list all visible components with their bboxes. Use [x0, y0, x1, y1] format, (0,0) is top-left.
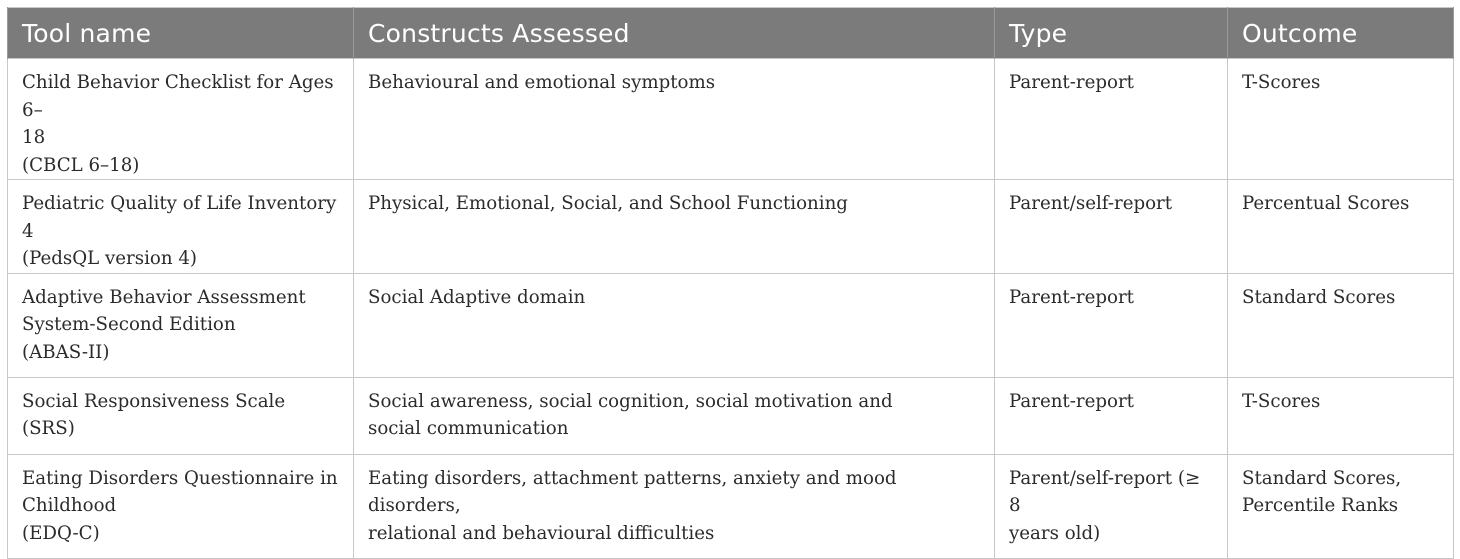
- cell-outcome: T-Scores: [1228, 377, 1454, 454]
- cell-tool-name: Child Behavior Checklist for Ages 6– 18 (CBCL 6–18): [8, 59, 354, 180]
- cell-outcome: Percentual Scores: [1228, 180, 1454, 274]
- cell-tool-name: Adaptive Behavior Assessment System-Second Edition (ABAS-II): [8, 273, 354, 377]
- cell-constructs: Social Adaptive domain: [354, 273, 995, 377]
- table-body: [8, 59, 1454, 559]
- header-row: [8, 8, 1454, 59]
- table-row: [8, 454, 1454, 558]
- cell-tool-name: Social Responsiveness Scale (SRS): [8, 377, 354, 454]
- table-row: [8, 59, 1454, 180]
- cell-outcome: T-Scores: [1228, 59, 1454, 180]
- cell-type: Parent/self-report: [995, 180, 1228, 274]
- header-type: Type: [995, 8, 1228, 59]
- header-constructs-assessed: Constructs Assessed: [354, 8, 995, 59]
- assessment-tools-table-container: [7, 7, 1453, 559]
- cell-outcome: Standard Scores: [1228, 273, 1454, 377]
- cell-type: Parent/self-report (≥ 8 years old): [995, 454, 1228, 558]
- table-row: [8, 377, 1454, 454]
- cell-outcome: Standard Scores, Percentile Ranks: [1228, 454, 1454, 558]
- header-outcome: Outcome: [1228, 8, 1454, 59]
- cell-constructs: Physical, Emotional, Social, and School Functioning: [354, 180, 995, 274]
- table-row: [8, 273, 1454, 377]
- cell-type: Parent-report: [995, 377, 1228, 454]
- table-row: [8, 180, 1454, 274]
- cell-type: Parent-report: [995, 273, 1228, 377]
- header-tool-name: Tool name: [8, 8, 354, 59]
- cell-constructs: Eating disorders, attachment patterns, anxiety and mood disorders, relational and behavioural difficulties: [354, 454, 995, 558]
- cell-tool-name: Eating Disorders Questionnaire in Childhood (EDQ-C): [8, 454, 354, 558]
- cell-type: Parent-report: [995, 59, 1228, 180]
- table-header: [8, 8, 1454, 59]
- cell-constructs: Behavioural and emotional symptoms: [354, 59, 995, 180]
- cell-tool-name: Pediatric Quality of Life Inventory 4 (PedsQL version 4): [8, 180, 354, 274]
- cell-constructs: Social awareness, social cognition, social motivation and social communication: [354, 377, 995, 454]
- assessment-tools-table: [7, 7, 1454, 559]
